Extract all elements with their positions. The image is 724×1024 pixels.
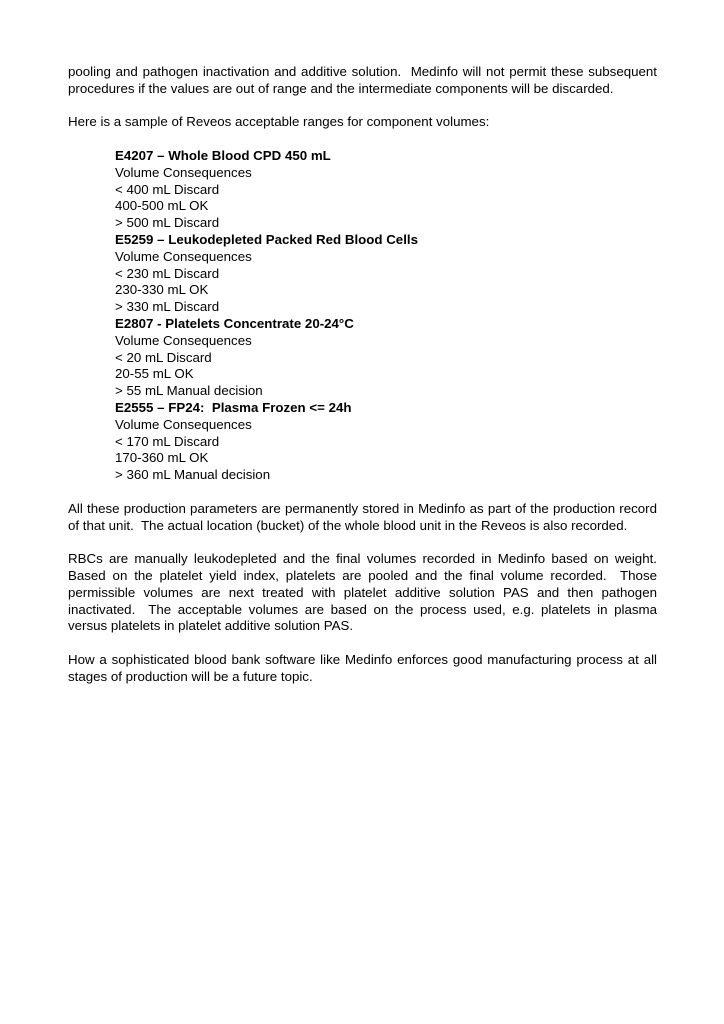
component-line: Volume Consequences [115, 248, 252, 264]
component-line: 230-330 mL OK [115, 282, 209, 298]
component-line: < 20 mL Discard [115, 349, 212, 365]
component-block-e2807 [115, 316, 657, 400]
component-line: > 330 mL Discard [115, 299, 220, 315]
component-line: Volume Consequences [115, 332, 252, 348]
component-line: > 55 mL Manual decision [115, 383, 263, 399]
paragraph-intro: pooling and pathogen inactivation and additive solution. Medinfo will not permit these subsequent procedures if the values are out of range and the intermediate components will be discarded. [68, 64, 661, 96]
component-title: E2555 – FP24: Plasma Frozen <= 24h [115, 399, 352, 415]
paragraph-storage: All these production parameters are permanently stored in Medinfo as part of the production record of that unit. The actual location (bucket) of the whole blood unit in the Reveos is also recorded. [68, 500, 661, 533]
component-line: Volume Consequences [115, 164, 252, 180]
component-block-e5259 [115, 232, 657, 316]
component-title: E2807 - Platelets Concentrate 20-24°C [115, 315, 354, 331]
component-block-e4207 [115, 148, 657, 232]
component-volume-list [115, 148, 657, 484]
component-line: 170-360 mL OK [115, 450, 209, 466]
paragraph-rbc-process: RBCs are manually leukodepleted and the final volumes recorded in Medinfo based on weight. Based on the platelet yield index, platelets are pooled and the final volume recorded. Those permissible volumes are next treated with platelet additive solution PAS and then pathogen inactivated. The acceptable volumes are based on the process used, e.g. platelets in plasma versus platelets in platelet additive solution PAS. [68, 551, 665, 634]
component-title: E4207 – Whole Blood CPD 450 mL [115, 147, 331, 163]
component-line: > 500 mL Discard [115, 215, 220, 231]
component-line: 400-500 mL OK [115, 198, 209, 214]
paragraph-closing: How a sophisticated blood bank software like Medinfo enforces good manufacturing process at all stages of production will be a future topic. [68, 651, 661, 684]
component-line: Volume Consequences [115, 416, 252, 432]
component-line: > 360 mL Manual decision [115, 467, 271, 483]
component-line: < 170 mL Discard [115, 433, 220, 449]
component-line: < 400 mL Discard [115, 181, 220, 197]
paragraph-sample-intro: Here is a sample of Reveos acceptable ranges for component volumes: [68, 114, 490, 130]
component-line: 20-55 mL OK [115, 366, 194, 382]
component-block-e2555 [115, 400, 657, 484]
component-title: E5259 – Leukodepleted Packed Red Blood Cells [115, 231, 418, 247]
component-line: < 230 mL Discard [115, 265, 220, 281]
